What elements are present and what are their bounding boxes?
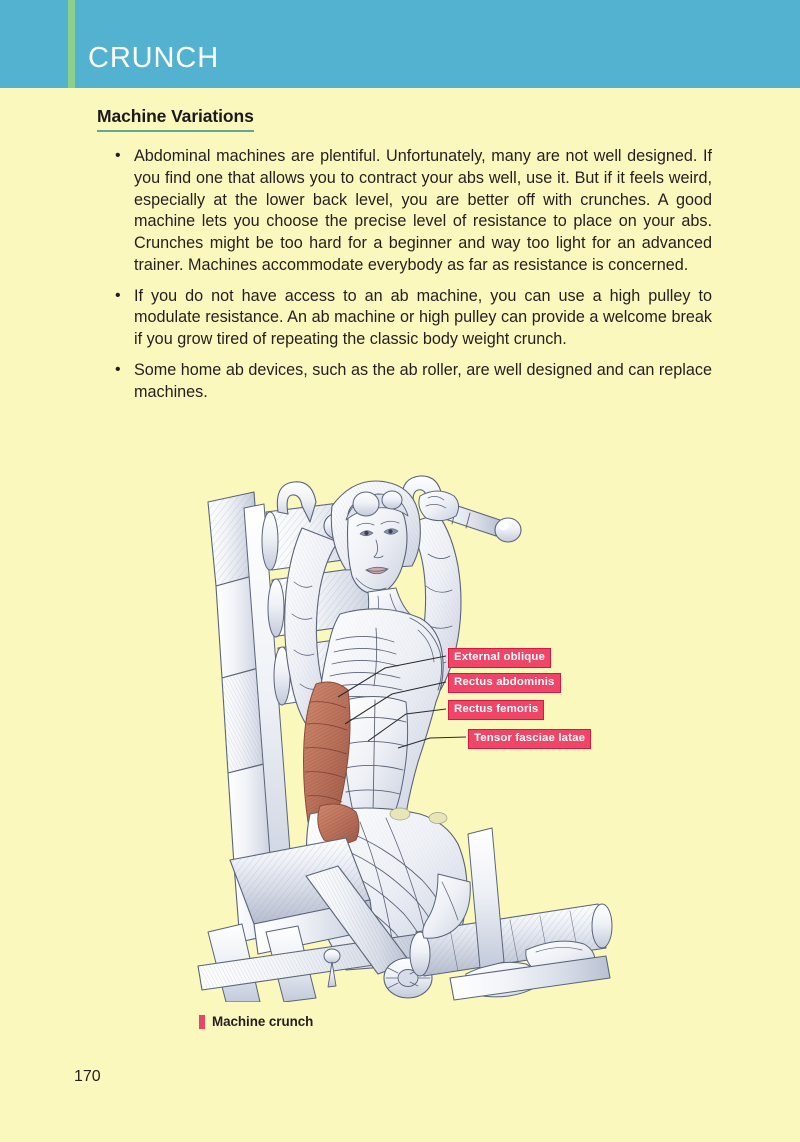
list-item: • Abdominal machines are plentiful. Unfortunately, many are not well designed. If you find one that allows you to contract your abs well, use it. But if it feels weird, especially at the lower back level, you are better off with crunches. A good machine lets you choose the precise level of resistance to place on your abs. Crunches might be too hard for a beginner and way too light for an advanced trainer. Machines accommodate everybody as far as resistance is concerned.: [97, 146, 712, 277]
section-heading: Machine Variations: [97, 106, 254, 132]
anatomy-label-rectus-abdominis: Rectus abdominis: [448, 673, 561, 693]
anatomy-label-rectus-femoris: Rectus femoris: [448, 700, 544, 720]
page-number: 170: [74, 1068, 101, 1085]
caption-marker-icon: [199, 1015, 205, 1029]
bullet-list: [97, 146, 712, 404]
list-item: • If you do not have access to an ab machine, you can use a high pulley to modulate resistance. An ab machine or high pulley can provide a welcome break if you grow tired of repeating the classic body weight crunch.: [97, 286, 712, 351]
anatomy-label-external-oblique: External oblique: [448, 648, 551, 668]
anatomy-label-tensor-fasciae-latae: Tensor fasciae latae: [468, 729, 591, 749]
header-accent-stripe: [68, 0, 75, 88]
page-header-band: [0, 0, 800, 88]
page-title: CRUNCH: [88, 42, 220, 74]
caption-text: Machine crunch: [212, 1014, 314, 1029]
figure-caption: [199, 1014, 313, 1029]
list-item: • Some home ab devices, such as the ab roller, are well designed and can replace machines.: [97, 360, 712, 404]
content-column: [97, 106, 712, 404]
